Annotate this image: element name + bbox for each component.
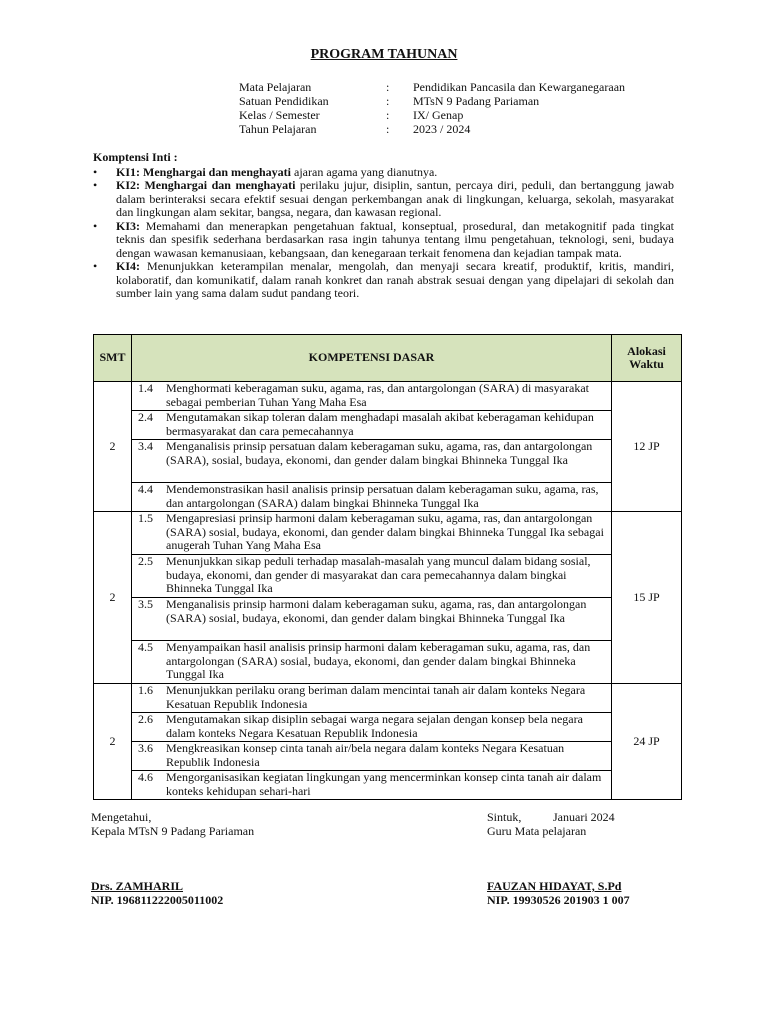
kd-number: 4.5 [138,640,153,654]
info-value: 2023 / 2024 [413,122,471,136]
ki-code: KI2: [116,178,140,192]
smt-cell: 2 [94,684,132,800]
ki-code: KI3: [116,218,140,233]
ki-text: perilaku jujur, disiplin, santun, percaya diri, peduli, dan bertanggung jawab dalam berinteraksi secara efektif sesuai dengan perkembangan anak di lingkungan, keluarga, sekolah, masyarakat dan lingkungan alam sekitar, bangsa, negara, dan kawasan regional. [116,178,674,219]
kd-text: Menunjukkan sikap peduli terhadap masalah-masalah yang muncul dalam bidang sosial, budaya, ekonomi, dan gender di masyarakat dan cara pemecahannya dalam bingkai Bhinneka Tunggal Ika [166,554,591,595]
info-label: Kelas / Semester [239,108,320,122]
place-date [487,811,630,825]
info-colon: : [386,94,390,108]
ki-bold-text: Menghargai dan menghayati [143,164,292,179]
ki-item-3 [93,220,674,261]
info-value: Pendidikan Pancasila dan Kewarganegaraan [413,80,626,94]
kd-number: 3.5 [138,597,153,611]
ki-code: KI4: [116,259,140,273]
info-row-tahun [239,123,699,137]
kd-item [132,482,611,511]
ki-item-2 [93,179,674,220]
kd-text: Mendemonstrasikan hasil analisis prinsip persatuan dalam keberagaman suku, agama, ras, dan antargolongan (SARA) dalam bingkai Bhinneka Tunggal Ika [166,482,599,510]
date: Januari 2024 [553,810,615,824]
kd-text: Menghormati keberagaman suku, agama, ras, dan antargolongan (SARA) di masyarakat sebagai pemberian Tuhan Yang Maha Esa [166,381,589,409]
kd-cell [132,382,612,512]
ki-heading: Komptensi Inti : [93,150,178,164]
kd-number: 1.5 [138,511,153,525]
info-value: MTsN 9 Padang Pariaman [413,94,540,108]
bullet-icon: • [93,218,98,233]
table-row [94,684,682,800]
teacher-nip: NIP. 19930526 201903 1 007 [487,892,630,907]
jp-cell: 15 JP [612,512,682,684]
kd-cell [132,512,612,684]
kd-text: Menganalisis prinsip harmoni dalam keberagaman suku, agama, ras, dan antargolongan (SARA) sosial, budaya, ekonomi, dan gender dalam bingkai Bhinneka Tunggal Ika [166,597,587,625]
signature-right [487,811,630,907]
info-block [239,81,699,137]
ki-bold-text: Menghargai dan menghayati [144,178,296,192]
headmaster-nip: NIP. 196811222005011002 [91,892,224,907]
header-smt: SMT [94,335,132,382]
kd-item [132,770,611,799]
kd-item [132,512,611,554]
info-colon: : [386,108,390,122]
ki-text: Memahami dan menerapkan pengetahuan faktual, konseptual, prosedural, dan metakognitif pada tingkat teknis dan spesifik sederhana berdasarkan rasa ingin tahunya tentang ilmu pengetahuan, teknologi, seni, budaya dengan wawasan kemanusiaan, kebangsaan, dan kenegaraan terkait fenomena dan kejadian tampak mata. [116,218,674,260]
acknowledged-label: Mengetahui, [91,810,152,824]
kd-cell [132,684,612,800]
header-kd: KOMPETENSI DASAR [132,335,612,382]
kd-number: 3.4 [138,439,153,453]
kd-number: 2.5 [138,554,153,568]
kd-item [132,554,611,597]
kd-number: 4.4 [138,482,153,496]
kd-item [132,382,611,410]
place: Sintuk, [487,810,522,824]
kd-item [132,410,611,439]
kd-text: Mengutamakan sikap disiplin sebagai warga negara sejalan dengan konsep bela negara dalam konteks Negara Kesatuan Republik Indonesia [166,712,583,740]
kd-text: Mengapresiasi prinsip harmoni dalam keberagaman suku, agama, ras, dan antargolongan (SARA) sosial, budaya, ekonomi, dan gender dalam bingkai Bhinneka Tunggal Ika sebagai anugerah Tuhan Yang Maha Esa [166,511,604,552]
kd-item [132,684,611,712]
kompetensi-inti-section [93,151,674,301]
bullet-icon: • [93,164,98,179]
info-label: Tahun Pelajaran [239,122,317,136]
kd-number: 4.6 [138,770,153,784]
kd-text: Menganalisis prinsip persatuan dalam keberagaman suku, agama, ras, dan antargolongan (SARA), sosial, budaya, ekonomi, dan gender dalam bingkai Bhinneka Tunggal Ika [166,439,593,467]
table-row [94,382,682,512]
ki-item-4 [93,260,674,301]
jp-cell: 12 JP [612,382,682,512]
smt-cell: 2 [94,382,132,512]
info-value: IX/ Genap [413,108,464,122]
info-colon: : [386,122,390,136]
teacher-name: FAUZAN HIDAYAT, S.Pd [487,879,622,893]
kompetensi-dasar-table [93,334,682,800]
teacher-title: Guru Mata pelajaran [487,823,587,838]
info-label: Mata Pelajaran [239,80,312,94]
kd-text: Menyampaikan hasil analisis prinsip harmoni dalam keberagaman suku, agama, ras, dan antargolongan (SARA) sosial, budaya, ekonomi, dan gender dalam bingkai Bhinneka Tunggal Ika [166,640,591,681]
kd-text: Mengutamakan sikap toleran dalam menghadapi masalah akibat keberagaman kehidupan bermasyarakat dan cara pemecahannya [166,410,594,438]
jp-cell: 24 JP [612,684,682,800]
kd-number: 1.6 [138,683,153,697]
kd-text: Mengorganisasikan kegiatan lingkungan yang mencerminkan konsep cinta tanah air dalam konteks kehidupan sehari-hari [166,770,602,798]
ki-text: ajaran agama yang dianutnya. [291,164,438,179]
headmaster-title: Kepala MTsN 9 Padang Pariaman [91,823,255,838]
table-row [94,512,682,684]
kd-text: Menunjukkan perilaku orang beriman dalam mencintai tanah air dalam konteks Negara Kesatuan Republik Indonesia [166,683,586,711]
table-header-row [94,335,682,382]
header-alokasi: Alokasi Waktu [612,335,682,382]
smt-cell: 2 [94,512,132,684]
kd-item [132,640,611,683]
kd-item [132,712,611,741]
info-row-kelas [239,109,699,123]
kd-item [132,439,611,482]
ki-list [93,166,674,301]
kd-number: 1.4 [138,381,153,395]
bullet-icon: • [93,259,98,273]
kd-number: 2.4 [138,410,153,424]
ki-code: KI1: [116,164,140,179]
kd-text: Mengkreasikan konsep cinta tanah air/bela negara dalam konteks Negara Kesatuan Republik Indonesia [166,741,565,769]
kd-number: 2.6 [138,712,153,726]
kd-number: 3.6 [138,741,153,755]
info-row-mapel [239,81,699,95]
kd-item [132,741,611,770]
ki-item-1 [93,166,674,180]
signature-left [91,811,254,907]
kd-item [132,597,611,640]
ki-text: Menunjukkan keterampilan menalar, mengolah, dan menyaji secara kreatif, produktif, kritis, mandiri, kolaboratif, dan komunikatif, dalam ranah konkret dan ranah abstrak sesuai dengan yang dipelajari di sekolah dan sumber lain yang sama dalam sudut pandang teori. [116,259,674,300]
document-title: PROGRAM TAHUNAN [310,47,458,62]
bullet-icon: • [93,178,98,192]
info-label: Satuan Pendidikan [239,94,329,108]
info-row-satuan [239,95,699,109]
info-colon: : [386,80,390,94]
headmaster-name: Drs. ZAMHARIL [91,879,183,893]
